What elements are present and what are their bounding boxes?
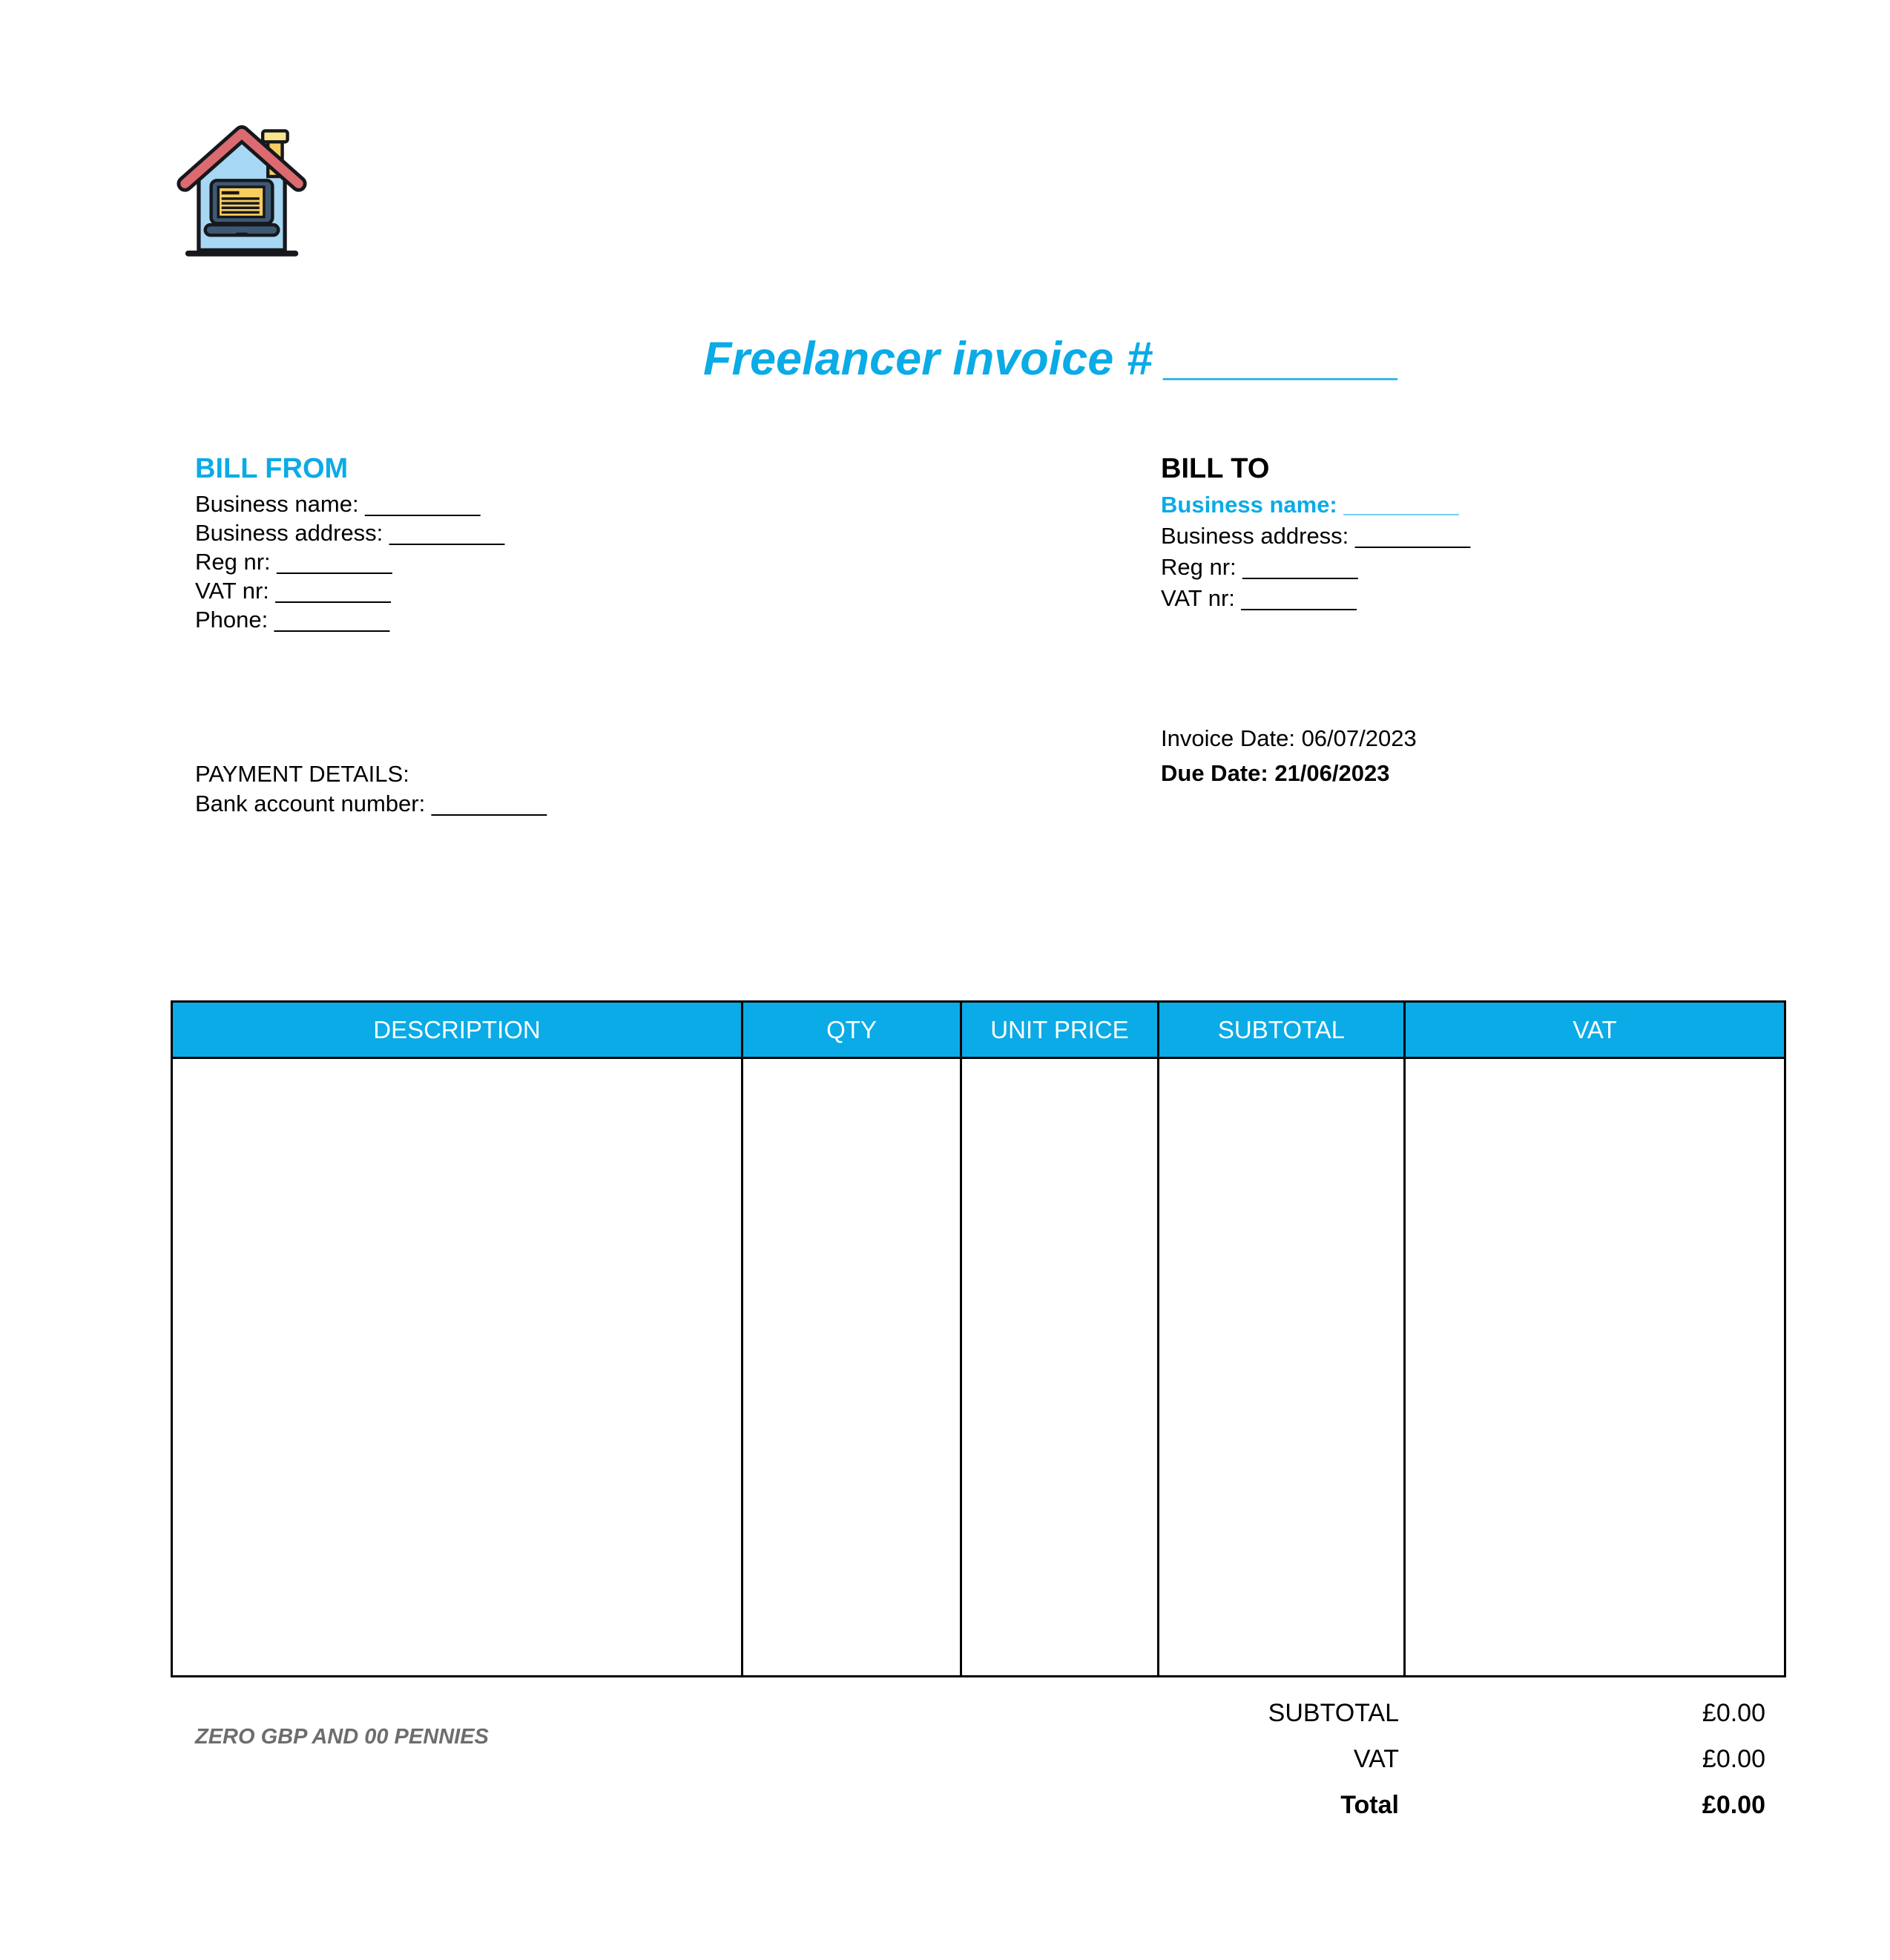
title-text: Freelancer invoice #	[703, 333, 1153, 385]
bill-to-reg-nr: Reg nr: _________	[1161, 554, 1358, 580]
vat-column-body	[1406, 1059, 1784, 1675]
bill-to-heading: BILL TO	[1161, 453, 1270, 484]
blank-line: _________	[1354, 523, 1471, 549]
column-header-unit-price: UNIT PRICE	[962, 1003, 1159, 1057]
blank-line: _________	[365, 491, 481, 517]
table-header-row	[173, 1003, 1784, 1059]
totals-vat-row	[1001, 1745, 1765, 1774]
blank-line: _________	[1242, 554, 1358, 580]
table-body	[173, 1059, 1784, 1675]
blank-line: _________	[389, 520, 505, 546]
subtotal-value: £0.00	[1702, 1699, 1765, 1727]
bill-from-vat-nr: VAT nr: _________	[195, 578, 391, 604]
totals-subtotal-row	[1001, 1699, 1765, 1728]
dates-section	[1161, 721, 1417, 791]
bill-from-section	[195, 451, 504, 634]
column-header-description: DESCRIPTION	[173, 1003, 743, 1057]
bill-from-business-name: Business name: _________	[195, 491, 481, 517]
page-title	[703, 332, 1400, 386]
invoice-date-line: Invoice Date: 06/07/2023	[1161, 725, 1417, 751]
bill-from-phone: Phone: _________	[195, 607, 390, 633]
logo-chimney-cap	[263, 131, 287, 142]
column-header-vat: VAT	[1573, 1015, 1617, 1043]
title-invoice-number-blank: _________	[1165, 333, 1400, 385]
line-items-table	[171, 1000, 1786, 1677]
bill-to-business-name: Business name: _________	[1161, 492, 1459, 518]
payment-details-heading: PAYMENT DETAILS:	[195, 761, 409, 787]
vat-label: VAT	[1353, 1745, 1399, 1773]
blank-line: _________	[274, 607, 390, 633]
total-value: £0.00	[1702, 1791, 1765, 1819]
subtotal-column-body	[1159, 1059, 1406, 1675]
unit-price-column-body	[962, 1059, 1159, 1675]
blank-line: _________	[275, 578, 391, 604]
bill-from-business-address: Business address: _________	[195, 520, 505, 546]
column-header-subtotal: SUBTOTAL	[1159, 1003, 1406, 1057]
due-date-value: 21/06/2023	[1274, 760, 1390, 786]
qty-column-body	[743, 1059, 962, 1675]
payment-details-section	[195, 759, 547, 819]
bill-to-section	[1161, 451, 1470, 614]
bill-from-reg-nr: Reg nr: _________	[195, 549, 392, 575]
home-office-logo	[177, 121, 307, 265]
blank-line: _________	[1343, 492, 1459, 518]
column-header-qty: QTY	[743, 1003, 962, 1057]
vat-value: £0.00	[1702, 1745, 1765, 1773]
bill-from-heading: BILL FROM	[195, 453, 349, 484]
blank-line: _________	[277, 549, 392, 575]
bill-to-vat-nr: VAT nr: _________	[1161, 585, 1357, 611]
total-label: Total	[1340, 1791, 1399, 1819]
due-date-line: Due Date: 21/06/2023	[1161, 760, 1390, 786]
subtotal-label: SUBTOTAL	[1268, 1699, 1399, 1727]
bank-account-number-line: Bank account number: _________	[195, 791, 547, 816]
bill-to-business-address: Business address: _________	[1161, 523, 1471, 549]
amount-in-words: ZERO GBP AND 00 PENNIES	[195, 1725, 489, 1749]
totals-total-row	[1001, 1791, 1765, 1820]
invoice-date-value: 06/07/2023	[1301, 725, 1417, 751]
logo-laptop-notch	[235, 233, 248, 237]
blank-line: _________	[431, 791, 547, 816]
blank-line: _________	[1241, 585, 1357, 611]
description-column-body	[173, 1059, 743, 1675]
